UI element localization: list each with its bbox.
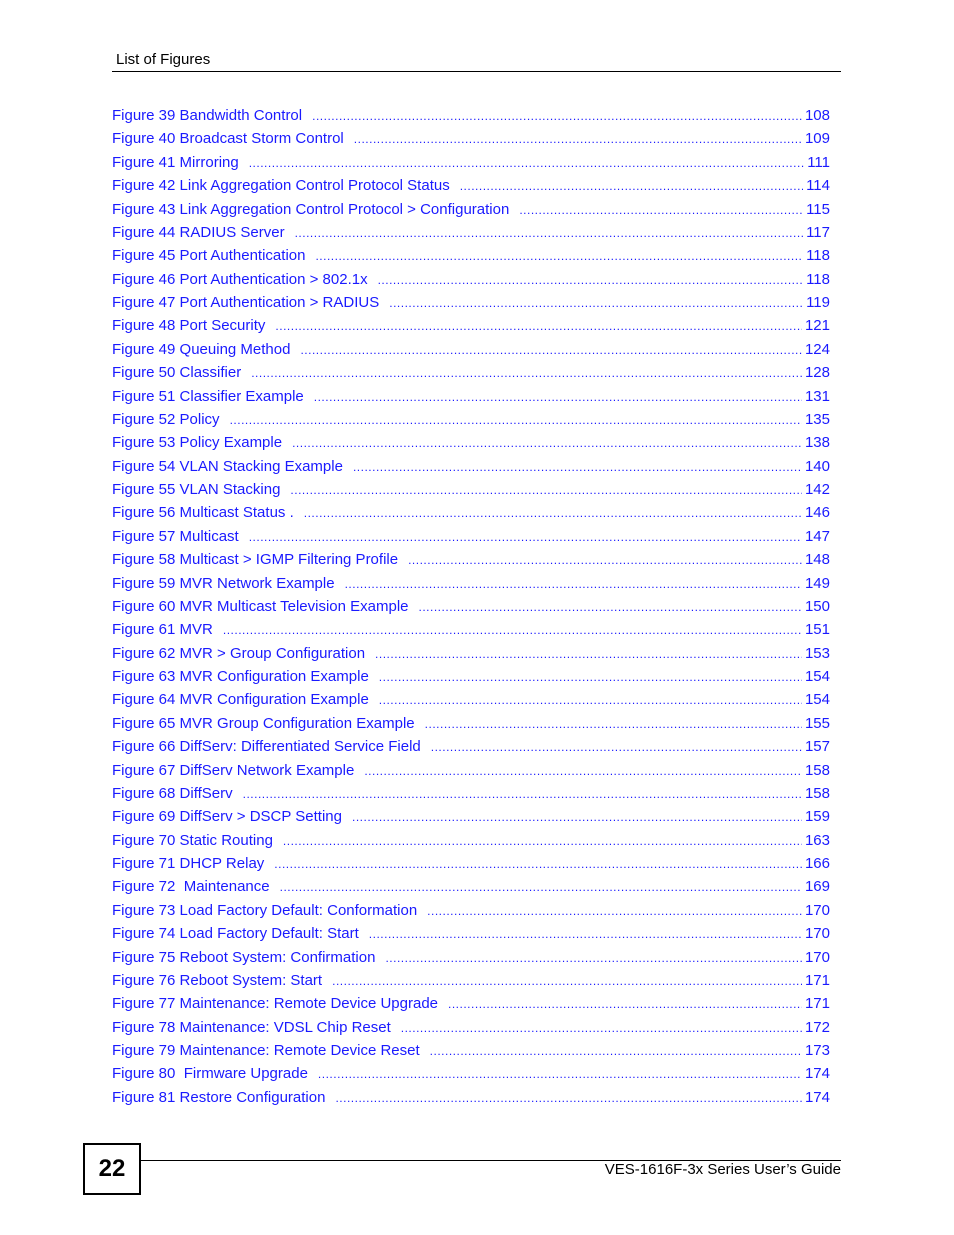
toc-entry-page[interactable]: 121 bbox=[804, 317, 830, 335]
dot-leader bbox=[364, 761, 802, 781]
toc-entry-link[interactable] bbox=[112, 761, 830, 784]
toc-entry-label[interactable]: Figure 66 DiffServ: Differentiated Service Field bbox=[112, 738, 421, 756]
toc-entry-label[interactable]: Figure 65 MVR Group Configuration Example bbox=[112, 714, 415, 732]
toc-entry-label[interactable]: Figure 57 Multicast bbox=[112, 527, 239, 545]
toc-entry-link[interactable] bbox=[112, 620, 830, 643]
dot-leader bbox=[448, 994, 802, 1014]
toc-entry-label[interactable]: Figure 44 RADIUS Server bbox=[112, 223, 285, 241]
toc-entry-label[interactable]: Figure 50 Classifier bbox=[112, 364, 242, 382]
toc-entry-label[interactable]: Figure 64 MVR Configuration Example bbox=[112, 691, 369, 709]
page-number: 22 bbox=[98, 1155, 126, 1182]
toc-entry-link[interactable] bbox=[112, 387, 830, 410]
toc-entry-page[interactable]: 108 bbox=[804, 107, 830, 124]
toc-entry-page[interactable]: 170 bbox=[804, 948, 830, 966]
dot-leader bbox=[419, 597, 802, 617]
dot-leader bbox=[251, 363, 802, 383]
toc-entry-link[interactable] bbox=[112, 667, 830, 690]
dot-leader bbox=[519, 200, 803, 220]
dot-leader bbox=[230, 410, 802, 430]
toc-entry-page[interactable]: 166 bbox=[804, 855, 830, 872]
toc-entry-label[interactable]: Figure 39 Bandwidth Control bbox=[112, 107, 303, 124]
dot-leader bbox=[408, 550, 802, 570]
toc-entry-link[interactable] bbox=[112, 737, 830, 760]
toc-entry-link[interactable] bbox=[112, 293, 830, 316]
dot-leader bbox=[249, 527, 802, 547]
dot-leader bbox=[352, 807, 802, 827]
toc-entry-link[interactable] bbox=[112, 503, 830, 526]
toc-entry-label[interactable]: Figure 63 MVR Configuration Example bbox=[112, 668, 369, 685]
toc-entry-link[interactable] bbox=[112, 948, 830, 971]
guide-title: VES-1616F-3x Series User’s Guide bbox=[604, 1161, 841, 1178]
dot-leader bbox=[292, 433, 802, 453]
dot-leader bbox=[332, 971, 802, 991]
toc-entry-link[interactable] bbox=[112, 246, 830, 269]
toc-entry-page[interactable]: 174 bbox=[804, 1065, 830, 1083]
toc-entry-label[interactable]: Figure 60 MVR Multicast Television Example bbox=[112, 597, 409, 615]
toc-entry-page[interactable]: 118 bbox=[806, 247, 830, 265]
toc-entry-page[interactable]: 135 bbox=[804, 410, 830, 428]
dot-leader bbox=[389, 293, 803, 313]
toc-entry-link[interactable] bbox=[112, 877, 830, 900]
toc-entry-label[interactable]: Figure 59 MVR Network Example bbox=[112, 574, 335, 592]
toc-entry-label[interactable]: Figure 45 Port Authentication bbox=[112, 247, 306, 265]
toc-entry-label[interactable]: Figure 61 MVR bbox=[112, 621, 213, 639]
toc-entry-page[interactable]: 119 bbox=[806, 294, 830, 311]
toc-entry-link[interactable] bbox=[112, 714, 830, 737]
toc-entry-label[interactable]: Figure 47 Port Authentication > RADIUS bbox=[112, 294, 380, 311]
toc-entry-label[interactable]: Figure 68 DiffServ bbox=[112, 784, 233, 802]
toc-entry-link[interactable] bbox=[112, 994, 830, 1017]
toc-entry-label[interactable]: Figure 75 Reboot System: Confirmation bbox=[112, 948, 376, 966]
toc-entry-page[interactable]: 142 bbox=[804, 481, 830, 498]
toc-entry-link[interactable] bbox=[112, 527, 830, 550]
toc-entry-page[interactable]: 155 bbox=[804, 714, 830, 732]
toc-entry-page[interactable]: 174 bbox=[804, 1088, 830, 1106]
toc-entry-label[interactable]: Figure 72 Maintenance bbox=[112, 878, 270, 896]
toc-entry-label[interactable]: Figure 56 Multicast Status . bbox=[112, 504, 294, 522]
toc-entry-link[interactable] bbox=[112, 316, 830, 339]
toc-entry-page[interactable]: 128 bbox=[804, 364, 830, 382]
dot-leader bbox=[354, 129, 802, 149]
toc-entry-link[interactable] bbox=[112, 176, 830, 199]
toc-entry-label[interactable]: Figure 62 MVR > Group Configuration bbox=[112, 644, 366, 662]
toc-entry-link[interactable] bbox=[112, 200, 830, 223]
dot-leader bbox=[275, 316, 802, 336]
toc-entry-page[interactable]: 171 bbox=[804, 971, 830, 989]
dot-leader bbox=[274, 854, 802, 874]
dot-leader bbox=[315, 246, 803, 266]
toc-entry-link[interactable] bbox=[112, 971, 830, 994]
page-number-box bbox=[83, 1143, 141, 1195]
toc-entry-label[interactable]: Figure 74 Load Factory Default: Start bbox=[112, 925, 359, 943]
dot-leader bbox=[304, 503, 802, 523]
toc-entry-label[interactable]: Figure 51 Classifier Example bbox=[112, 387, 304, 405]
dot-leader bbox=[295, 223, 804, 243]
toc-entry-link[interactable] bbox=[112, 1064, 830, 1087]
toc-entry-page[interactable]: 149 bbox=[804, 574, 830, 592]
toc-entry-page[interactable]: 140 bbox=[804, 457, 830, 475]
toc-entry-page[interactable]: 114 bbox=[806, 177, 830, 195]
toc-entry-page[interactable]: 146 bbox=[804, 504, 830, 522]
toc-entry-label[interactable]: Figure 70 Static Routing bbox=[112, 831, 273, 849]
dot-leader bbox=[430, 1041, 802, 1061]
toc-entry-label[interactable]: Figure 49 Queuing Method bbox=[112, 340, 291, 358]
toc-entry-page[interactable]: 172 bbox=[804, 1018, 830, 1036]
toc-entry-link[interactable] bbox=[112, 784, 830, 807]
toc-entry-link[interactable] bbox=[112, 433, 830, 456]
toc-entry-label[interactable]: Figure 41 Mirroring bbox=[112, 153, 239, 171]
toc-entry-link[interactable] bbox=[112, 854, 830, 877]
toc-entry-link[interactable] bbox=[112, 901, 830, 924]
toc-entry-page[interactable]: 109 bbox=[804, 130, 830, 148]
toc-entry-page[interactable]: 111 bbox=[807, 153, 830, 171]
toc-entry-link[interactable] bbox=[112, 807, 830, 830]
toc-entry-label[interactable]: Figure 77 Maintenance: Remote Device Upgrade bbox=[112, 995, 439, 1013]
toc-entry-link[interactable] bbox=[112, 1041, 830, 1064]
toc-entry-page[interactable]: 138 bbox=[804, 434, 830, 452]
dot-leader bbox=[335, 1088, 802, 1108]
toc-entry-label[interactable]: Figure 80 Firmware Upgrade bbox=[112, 1065, 308, 1083]
toc-entry-label[interactable]: Figure 58 Multicast > IGMP Filtering Profile bbox=[112, 551, 399, 569]
toc-entry-label[interactable]: Figure 42 Link Aggregation Control Protocol Status bbox=[112, 177, 450, 195]
list-of-figures bbox=[112, 106, 830, 1111]
toc-entry-link[interactable] bbox=[112, 270, 830, 293]
toc-entry-link[interactable] bbox=[112, 574, 830, 597]
toc-entry-page[interactable]: 169 bbox=[804, 878, 830, 896]
dot-leader bbox=[314, 387, 802, 407]
dot-leader bbox=[345, 574, 802, 594]
toc-entry-label[interactable]: Figure 76 Reboot System: Start bbox=[112, 971, 323, 989]
toc-entry-link[interactable] bbox=[112, 480, 830, 503]
toc-entry-page[interactable]: 131 bbox=[804, 387, 830, 405]
toc-entry-link[interactable] bbox=[112, 410, 830, 433]
toc-entry-link[interactable] bbox=[112, 690, 830, 713]
dot-leader bbox=[300, 340, 802, 360]
dot-leader bbox=[280, 877, 802, 897]
toc-entry-page[interactable]: 170 bbox=[804, 901, 830, 919]
toc-entry-page[interactable]: 150 bbox=[804, 597, 830, 615]
dot-leader bbox=[223, 620, 802, 640]
dot-leader bbox=[283, 831, 802, 851]
dot-leader bbox=[243, 784, 802, 804]
toc-entry-label[interactable]: Figure 67 DiffServ Network Example bbox=[112, 761, 355, 779]
dot-leader bbox=[249, 153, 804, 173]
dot-leader bbox=[378, 270, 803, 290]
toc-entry-link[interactable] bbox=[112, 1018, 830, 1041]
toc-entry-page[interactable]: 173 bbox=[804, 1042, 830, 1059]
toc-entry-page[interactable]: 151 bbox=[804, 621, 830, 639]
dot-leader bbox=[379, 690, 802, 710]
toc-entry-label[interactable]: Figure 55 VLAN Stacking bbox=[112, 481, 281, 498]
toc-entry-label[interactable]: Figure 81 Restore Configuration bbox=[112, 1088, 326, 1106]
toc-entry-page[interactable]: 158 bbox=[804, 784, 830, 802]
toc-entry-page[interactable]: 118 bbox=[806, 270, 830, 288]
toc-entry-label[interactable]: Figure 53 Policy Example bbox=[112, 434, 283, 452]
dot-leader bbox=[460, 176, 803, 196]
toc-entry-link[interactable] bbox=[112, 223, 830, 246]
dot-leader bbox=[290, 480, 802, 500]
toc-entry-page[interactable]: 163 bbox=[804, 831, 830, 849]
toc-entry-label[interactable]: Figure 52 Policy bbox=[112, 410, 220, 428]
toc-entry-page[interactable]: 148 bbox=[804, 551, 830, 569]
toc-entry-page[interactable]: 117 bbox=[806, 223, 830, 241]
dot-leader bbox=[425, 714, 802, 734]
header-divider bbox=[112, 71, 841, 72]
dot-leader bbox=[312, 106, 802, 126]
toc-entry-label[interactable]: Figure 79 Maintenance: Remote Device Reset bbox=[112, 1042, 420, 1059]
toc-entry-label[interactable]: Figure 78 Maintenance: VDSL Chip Reset bbox=[112, 1018, 391, 1036]
toc-entry-label[interactable]: Figure 48 Port Security bbox=[112, 317, 266, 335]
toc-entry-link[interactable] bbox=[112, 924, 830, 947]
section-title: List of Figures bbox=[116, 51, 211, 68]
toc-entry-page[interactable]: 170 bbox=[804, 925, 830, 943]
toc-entry-label[interactable]: Figure 43 Link Aggregation Control Protocol > Configuration bbox=[112, 200, 510, 218]
dot-leader bbox=[353, 457, 802, 477]
dot-leader bbox=[427, 901, 802, 921]
toc-entry-page[interactable]: 157 bbox=[804, 738, 830, 756]
toc-entry-page[interactable]: 154 bbox=[804, 668, 830, 685]
toc-entry-link[interactable] bbox=[112, 597, 830, 620]
toc-entry-label[interactable]: Figure 69 DiffServ > DSCP Setting bbox=[112, 808, 342, 826]
dot-leader bbox=[385, 948, 802, 968]
toc-entry-label[interactable]: Figure 54 VLAN Stacking Example bbox=[112, 457, 343, 475]
toc-entry-page[interactable]: 171 bbox=[804, 995, 830, 1013]
toc-entry-page[interactable]: 158 bbox=[804, 761, 830, 779]
toc-entry-page[interactable]: 153 bbox=[804, 644, 830, 662]
toc-entry-label[interactable]: Figure 46 Port Authentication > 802.1x bbox=[112, 270, 368, 288]
dot-leader bbox=[401, 1018, 802, 1038]
toc-entry-link[interactable] bbox=[112, 1088, 830, 1111]
dot-leader bbox=[369, 924, 802, 944]
toc-entry-page[interactable]: 159 bbox=[804, 808, 830, 826]
toc-entry-link[interactable] bbox=[112, 363, 830, 386]
toc-entry-page[interactable]: 154 bbox=[804, 691, 830, 709]
toc-entry-page[interactable]: 115 bbox=[806, 200, 830, 218]
toc-entry-link[interactable] bbox=[112, 457, 830, 480]
toc-entry-link[interactable] bbox=[112, 129, 830, 152]
toc-entry-link[interactable] bbox=[112, 831, 830, 854]
dot-leader bbox=[375, 644, 802, 664]
dot-leader bbox=[318, 1064, 802, 1084]
toc-entry-page[interactable]: 147 bbox=[804, 527, 830, 545]
toc-entry-label[interactable]: Figure 71 DHCP Relay bbox=[112, 855, 265, 872]
toc-entry-label[interactable]: Figure 73 Load Factory Default: Conformation bbox=[112, 901, 418, 919]
toc-entry-link[interactable] bbox=[112, 644, 830, 667]
toc-entry-link[interactable] bbox=[112, 153, 830, 176]
toc-entry-link[interactable] bbox=[112, 550, 830, 573]
dot-leader bbox=[379, 667, 802, 687]
toc-entry-page[interactable]: 124 bbox=[804, 340, 830, 358]
toc-entry-link[interactable] bbox=[112, 106, 830, 129]
dot-leader bbox=[431, 737, 802, 757]
toc-entry-label[interactable]: Figure 40 Broadcast Storm Control bbox=[112, 130, 344, 148]
toc-entry-link[interactable] bbox=[112, 340, 830, 363]
